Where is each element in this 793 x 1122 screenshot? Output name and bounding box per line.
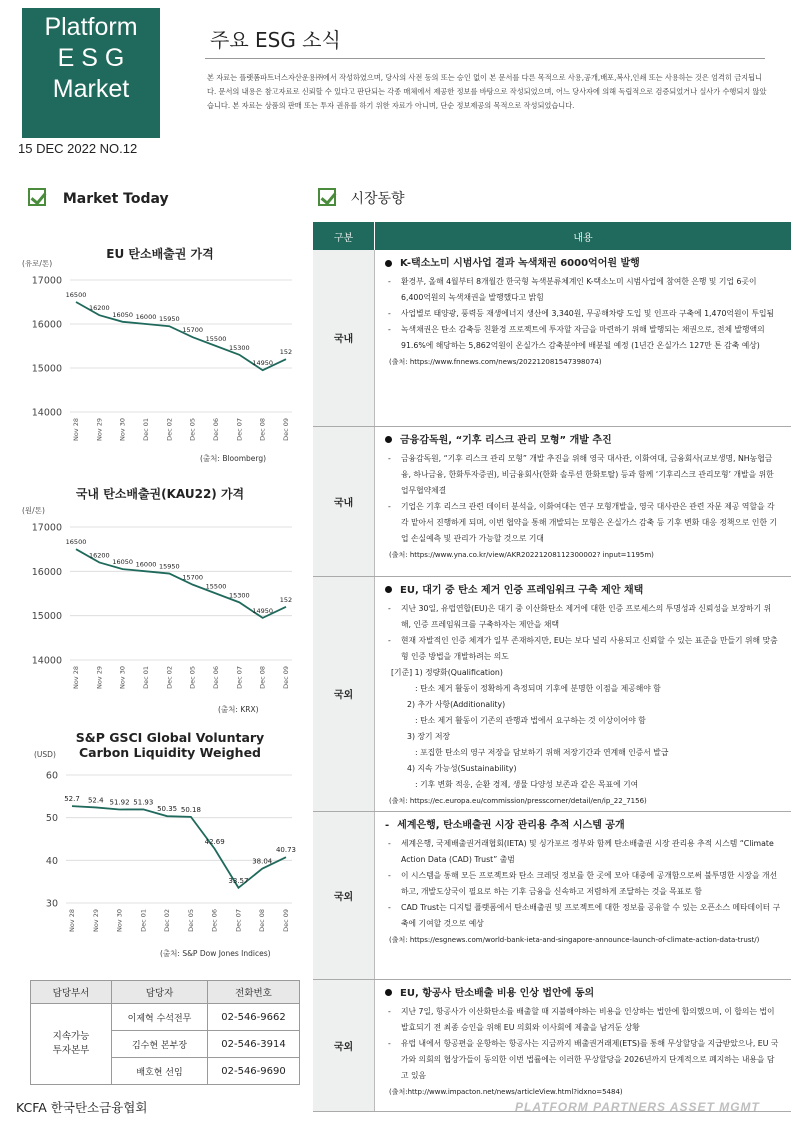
data-label: 16050 (112, 310, 134, 319)
criteria-block (385, 665, 781, 793)
data-label: 16050 (112, 558, 134, 567)
x-tick-label: Nov 28 (68, 909, 76, 933)
footer-brand: PLATFORM PARTNERS ASSET MGMT (515, 1100, 760, 1114)
x-tick-label: Dec 08 (258, 418, 267, 441)
chart-1-unit: (유로/톤) (22, 259, 53, 268)
bullet-dot-icon (385, 586, 392, 593)
contact-name: 이제혁 수석전무 (112, 1004, 208, 1031)
dash-icon: - (385, 819, 390, 831)
check-icon (318, 188, 336, 206)
news-title (385, 818, 781, 834)
chart-3-title-line-2: Carbon Liquidity Weighed (78, 745, 262, 760)
news-bullet: - 지난 7일, 항공사가 이산화탄소를 배출할 때 지불해야하는 비용을 인상하는 법안에 합의했으며, 이 합의는 법이 발효되기 전 최종 승인을 위해 EU 의회와 이사회에 제출을 남겨둔 상황 (401, 1004, 781, 1036)
bullet-dot-icon (385, 260, 392, 267)
contacts-dept-line-2: 투자본부 (52, 1045, 90, 1056)
data-label: 16000 (135, 560, 157, 569)
x-tick-label: Dec 01 (142, 418, 150, 441)
chart-1-eu-price (20, 268, 305, 448)
news-category: 국외 (313, 811, 375, 979)
criteria-desc: : 포집한 탄소의 영구 저장을 담보하기 위해 저장기간과 연계해 인증서 발급 (415, 747, 669, 757)
y-tick-label: 15000 (31, 611, 62, 623)
x-tick-label: Dec 01 (142, 666, 150, 689)
chart-1-title: EU 탄소배출권 가격 (106, 247, 214, 261)
y-tick-label: 17000 (31, 275, 62, 287)
brand-line-1: Platform (44, 13, 138, 41)
data-label: 33.57 (228, 876, 249, 885)
x-tick-label: Dec 02 (163, 909, 172, 932)
chart-3-unit: (USD) (34, 750, 56, 759)
x-tick-label: Dec 08 (258, 909, 267, 932)
data-label: 50.18 (180, 805, 201, 814)
news-title (385, 986, 781, 1002)
news-bullets (385, 601, 781, 665)
contact-phone: 02-546-3914 (208, 1031, 300, 1058)
news-bullet: - 이 시스템을 통해 모든 프로젝트와 탄소 크레딧 정보를 한 곳에 모아 대중에 공개함으로써 불투명한 시장을 개선하고, 개발도상국이 필요로 하는 기후 금융을 신속하고 저렴하게 조달하는 것을 목표로 함 (401, 868, 781, 900)
data-label: 15950 (158, 315, 180, 324)
x-tick-label: Dec 02 (165, 418, 174, 441)
data-label: 52.7 (64, 795, 80, 804)
news-content (375, 811, 792, 979)
news-bullet: - 지난 30일, 유럽연합(EU)은 대기 중 이산화탄소 제거에 대한 인증 프로세스의 투명성과 신뢰성을 보장하기 위해, 인증 프레임워크를 구축하자는 제안을 채택 (401, 601, 781, 633)
news-title (385, 583, 781, 599)
news-bullet: - 환경부, 올해 4월부터 8개월간 한국형 녹색분류체계인 K-택소노미 시범사업에 참여한 은행 및 기업 6곳이 6,400억원의 녹색채권을 발행했다고 밝힘 (401, 274, 781, 306)
x-tick-label: Dec 05 (186, 909, 195, 932)
contact-name: 배호현 선임 (112, 1058, 208, 1085)
data-label: 38.04 (252, 857, 273, 866)
news-title (385, 433, 781, 449)
x-tick-label: Dec 08 (258, 666, 267, 689)
data-label: 14950 (252, 359, 274, 368)
news-bullet: - 유럽 내에서 항공편을 운항하는 항공사는 지금까지 배출권거래제(ETS)를 통해 무상할당을 지급받았으나, EU 국가와 의회의 협상가들이 동의한 이번 법률에는 이러한 무상할당을 2026년까지 단계적으로 폐지하는 내용을 담고 있음 (401, 1036, 781, 1084)
market-trends-header (318, 188, 405, 208)
data-label: 15700 (182, 326, 204, 335)
news-category: 국외 (313, 979, 375, 1111)
x-tick-label: Dec 02 (165, 666, 174, 689)
data-label: 16500 (65, 291, 87, 299)
table-row (31, 1004, 300, 1031)
footer-org: KCFA 한국탄소금융협회 (16, 1100, 148, 1115)
news-content (375, 426, 792, 576)
data-label: 42.69 (204, 837, 225, 846)
chart-3-title-line-1: S&P GSCI Global Voluntary (75, 730, 265, 745)
contacts-dept-line-1: 지속가능 (52, 1031, 90, 1042)
criteria-desc: : 기후 변화 적응, 순환 경제, 생물 다양성 보존과 같은 목표에 기여 (415, 779, 639, 789)
news-bullet: - 세계은행, 국제배출권거래협회(IETA) 및 싱가포르 정부와 함께 탄소배출권 시장 관리용 추적 시스템 “Climate Action Data (CAD) Trust” 출범 (401, 836, 781, 868)
bullet-dot-icon (385, 989, 392, 996)
news-source: (출처: https://ec.europa.eu/commission/presscorner/detail/en/ip_22_7156) (389, 796, 647, 805)
news-header-category: 구분 (313, 222, 375, 250)
criteria-label: [기준] (391, 667, 413, 677)
criteria-head: 3) 장기 저장 (407, 731, 451, 741)
page-title: 주요 ESG 소식 (210, 28, 341, 52)
x-tick-label: Dec 09 (282, 418, 290, 441)
news-source: (출처: https://www.fnnews.com/news/202212081547398074) (389, 358, 602, 366)
y-tick-label: 15000 (31, 363, 62, 375)
x-tick-label: Dec 09 (282, 909, 290, 932)
bullet-dot-icon (385, 436, 392, 443)
x-tick-label: Dec 01 (139, 909, 148, 932)
news-source: (출처:http://www.impacton.net/news/articleView.html?idxno=5484) (389, 1087, 623, 1096)
chart-3-title (60, 730, 280, 760)
news-title-text: 금융감독원, “기후 리스크 관리 모형” 개발 추진 (400, 434, 612, 446)
contacts-header-phone: 전화번호 (208, 981, 300, 1004)
x-tick-label: Dec 09 (282, 666, 290, 689)
criteria-head: 2) 추가 사항(Additionality) (407, 699, 506, 709)
x-tick-label: Dec 06 (210, 909, 219, 932)
news-content (375, 576, 792, 811)
news-bullet: - 녹색채권은 탄소 감축등 친환경 프로젝트에 투자할 자금을 마련하기 위해 발행되는 채권으로, 전체 발행액의 91.6%에 해당하는 5,862억원이 온실가스 감축분야에 배분될 예정 (1년간 온실가스 127만 톤 감축 예상) (401, 322, 781, 354)
criteria-desc: : 탄소 제거 활동이 기존의 관행과 법에서 요구하는 것 이상이어야 함 (415, 715, 646, 725)
issue-date: 15 DEC 2022 NO.12 (18, 141, 138, 156)
data-label: 15950 (158, 562, 180, 571)
news-title-text: EU, 대기 중 탄소 제거 인증 프레임워크 구축 제안 채택 (400, 584, 644, 596)
news-category: 국외 (313, 576, 375, 811)
data-label: 50.35 (157, 805, 178, 814)
chart-1-source: (출처: Bloomberg) (200, 454, 267, 463)
title-divider (205, 58, 765, 59)
data-label: 16000 (135, 313, 157, 321)
check-icon (28, 188, 46, 206)
news-title-text: K-택소노미 시범사업 결과 녹색채권 6000억어원 발행 (400, 258, 640, 269)
y-tick-label: 16000 (31, 319, 62, 331)
data-label: 16200 (88, 304, 110, 313)
news-category: 국내 (313, 250, 375, 426)
news-title (385, 256, 781, 272)
disclaimer-text: 본 자료는 플랫폼파트너스자산운용㈜에서 작성하였으며, 당사의 사전 동의 또는 승인 없이 본 문서를 다른 목적으로 사용,공개,배포,복사,인쇄 또는 사용하는 것은 엄격히 금지됩니다. 문서의 내용은 참고자료로 신뢰할 수 있다고 판단되는 각종 매체에서 제공한 정보를 바탕으로 작성되었으며, 어느 당사자에 의해 독립적으로 검증되었거나 실사가 수행되지 않았습니다. 본 자료는 상품의 판매 또는 투자 권유를 하기 위한 자료가 아니며, 단순 정보제공의 목적으로 작성되었습니다. (207, 73, 767, 110)
data-label: 15500 (205, 582, 227, 591)
x-tick-label: Nov 30 (118, 418, 127, 442)
news-row (313, 576, 791, 811)
news-bullets (385, 836, 781, 932)
brand-line-3: Market (52, 75, 130, 103)
x-tick-label: Dec 05 (188, 666, 197, 689)
news-row (313, 426, 791, 576)
y-tick-label: 60 (45, 770, 58, 782)
brand-line-2: E S G (57, 44, 125, 72)
news-category: 국내 (313, 426, 375, 576)
news-bullet: - 현재 자발적인 인증 체계가 일부 존재하지만, EU는 보다 널리 사용되고 신뢰할 수 있는 표준을 만들기 위해 맞춤형 인증 방법을 개발하려는 의도 (401, 633, 781, 665)
criteria-head: 1) 정량화(Qualification) (414, 667, 503, 677)
contact-name: 김수현 본부장 (112, 1031, 208, 1058)
data-label: 15700 (182, 573, 204, 582)
brand-logo (22, 8, 160, 138)
contact-phone: 02-546-9662 (208, 1004, 300, 1031)
chart-3-source: (출처: S&P Dow Jones Indices) (160, 949, 271, 958)
x-tick-label: Nov 28 (72, 418, 80, 442)
data-label: 15300 (228, 343, 250, 352)
x-tick-label: Dec 06 (212, 666, 220, 689)
x-tick-label: Dec 07 (235, 418, 244, 441)
data-label: 51.93 (133, 798, 154, 807)
chart-2-kau-price (20, 515, 305, 700)
news-table (313, 222, 791, 1112)
news-source: (출처: https://esgnews.com/world-bank-ieta-and-singapore-announce-launch-of-climate-action-data-trust/) (389, 935, 760, 944)
series-line (72, 806, 286, 888)
data-label: 16500 (65, 538, 87, 547)
data-label: 40.73 (275, 846, 297, 855)
news-title-text: 세계은행, 탄소배출권 시장 관리용 추적 시스템 공개 (397, 819, 625, 831)
data-label: 52.4 (87, 796, 104, 805)
news-bullet: - 사업별로 태양광, 풍력등 재생에너지 생산에 3,340원, 무공해차량 도입 및 인프라 구축에 1,470억원이 투입됨 (401, 306, 781, 322)
data-label: 152 (279, 595, 293, 604)
x-tick-label: Dec 06 (212, 418, 220, 441)
criteria-head: 4) 지속 가능성(Sustainability) (407, 763, 517, 773)
contacts-table (30, 980, 300, 1085)
news-header-content: 내용 (375, 222, 792, 250)
data-label: 152 (279, 348, 293, 357)
contact-phone: 02-546-9690 (208, 1058, 300, 1085)
data-label: 15300 (228, 591, 250, 600)
chart-2-title: 국내 탄소배출권(KAU22) 가격 (75, 487, 245, 501)
market-trends-label: 시장동향 (350, 191, 405, 207)
news-bullet: - 기업은 기후 리스크 관련 데이터 분석을, 이화여대는 연구 모형개발을, 영국 대사관은 관련 자문 제공 역할을 각각 맡아서 진행하게 되며, 이번 협약을 통해 개발되는 모형은 온실가스 감축 등 기후 변화 대응 정책으로 인한 기업 손실예측 및 관리가 가능할 것으로 기대 (401, 499, 781, 547)
x-tick-label: Nov 28 (72, 666, 80, 690)
news-bullets (385, 1004, 781, 1084)
chart-3-sp-gsci (20, 765, 305, 945)
x-tick-label: Nov 30 (118, 666, 127, 690)
data-label: 16200 (88, 551, 110, 560)
y-tick-label: 50 (45, 813, 58, 825)
x-tick-label: Nov 30 (115, 909, 124, 933)
contacts-header-person: 담당자 (112, 981, 208, 1004)
news-title-text: EU, 항공사 탄소배출 비용 인상 법안에 동의 (400, 987, 595, 999)
x-tick-label: Nov 29 (95, 418, 104, 442)
y-tick-label: 17000 (31, 522, 62, 534)
data-label: 15500 (205, 335, 227, 343)
news-row (313, 250, 791, 426)
y-tick-label: 14000 (31, 407, 62, 419)
news-bullets (385, 451, 781, 547)
contacts-header-row (31, 981, 300, 1004)
news-content (375, 250, 792, 426)
x-tick-label: Nov 29 (95, 666, 104, 690)
x-tick-label: Nov 29 (91, 909, 100, 933)
contacts-dept (31, 1004, 112, 1085)
y-tick-label: 40 (45, 855, 58, 867)
market-today-header (28, 188, 169, 207)
market-today-label: Market Today (62, 191, 169, 207)
news-header-row (313, 222, 791, 250)
x-tick-label: Dec 07 (235, 666, 244, 689)
news-bullet: - 금융감독원, “기후 리스크 관리 모형” 개발 추진을 위해 영국 대사관, 이화여대, 금융회사(교보생명, NH농협금융, 하나금융, 한화투자증권), 비금융회사(한화 솔루션 한화토탈) 등과 함께 ‘기후리스크 관리모형’ 개발을 위한 업무협약체결 (401, 451, 781, 499)
data-label: 14950 (252, 606, 274, 615)
x-tick-label: Dec 07 (234, 909, 243, 932)
news-row (313, 811, 791, 979)
y-tick-label: 14000 (31, 655, 62, 667)
data-label: 51.92 (109, 798, 130, 807)
y-tick-label: 30 (45, 898, 58, 910)
contacts-header-dept: 담당부서 (31, 981, 112, 1004)
news-row (313, 979, 791, 1111)
news-source: (출처: https://www.yna.co.kr/view/AKR20221208112300002? input=1195m) (389, 550, 654, 559)
news-content (375, 979, 792, 1111)
chart-2-unit: (원/톤) (22, 506, 45, 515)
x-tick-label: Dec 05 (188, 418, 197, 441)
y-tick-label: 16000 (31, 566, 62, 578)
news-bullet: - CAD Trust는 디지털 플랫폼에서 탄소배출권 및 프로젝트에 대한 정보를 공유할 수 있는 오픈소스 메타데이터 구축에 기여할 것으로 예상 (401, 900, 781, 932)
news-bullets (385, 274, 781, 354)
chart-2-source: (출처: KRX) (218, 705, 259, 714)
criteria-desc: : 탄소 제거 활동이 정확하게 측정되며 기후에 분명한 이점을 제공해야 함 (415, 683, 661, 693)
